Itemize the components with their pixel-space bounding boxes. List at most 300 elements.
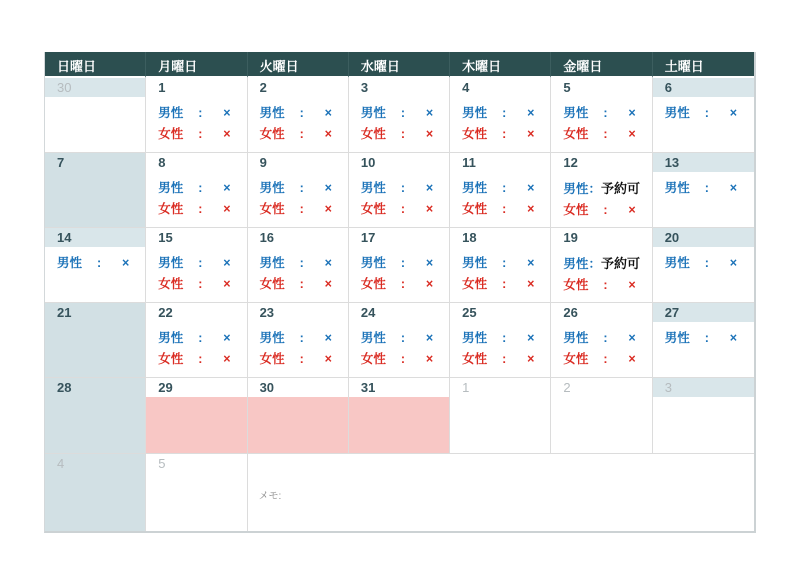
- colon-separator: :: [603, 127, 608, 141]
- day-cell[interactable]: [551, 378, 652, 454]
- day-number-band: [551, 78, 651, 97]
- male-status-line: [158, 178, 246, 199]
- status-value: ×: [324, 256, 332, 270]
- day-number: 9: [259, 155, 267, 170]
- weekday-header-cell: 日曜日: [45, 52, 146, 78]
- day-cell-body: [653, 397, 754, 453]
- female-status-line: [462, 274, 550, 295]
- day-cell-body: [551, 247, 651, 302]
- day-number-band: [551, 228, 651, 247]
- male-status-line: [260, 178, 348, 199]
- day-cell-body: [450, 172, 550, 227]
- day-number-band: [653, 78, 754, 97]
- day-cell-body: [349, 172, 449, 227]
- gender-label: 女性: [158, 202, 184, 216]
- male-status-line: [462, 178, 550, 199]
- status-value: ×: [223, 352, 231, 366]
- gender-label: 男性: [259, 181, 285, 195]
- female-status-line: [361, 349, 449, 370]
- day-number: 24: [360, 305, 376, 320]
- status-value: ×: [425, 127, 434, 141]
- day-cell-body: [450, 397, 550, 453]
- gender-label: 女性: [462, 277, 488, 291]
- day-number: 16: [259, 230, 275, 245]
- day-cell[interactable]: [653, 78, 754, 153]
- colon-separator: :: [603, 352, 608, 366]
- colon-separator: :: [502, 106, 507, 120]
- status-value: ×: [729, 181, 738, 195]
- day-cell[interactable]: [45, 78, 146, 153]
- day-number: 11: [462, 155, 476, 170]
- gender-label: 男性: [259, 256, 285, 270]
- day-number: 19: [563, 230, 578, 245]
- gender-label: 男性: [259, 331, 285, 345]
- female-status-line: [260, 349, 348, 370]
- day-number-band: [450, 78, 550, 97]
- status-value: ×: [527, 277, 535, 291]
- day-number-band: [653, 228, 754, 247]
- day-number-band: [450, 153, 550, 172]
- day-number: 4: [57, 456, 65, 471]
- day-cell[interactable]: [45, 378, 146, 454]
- status-value: ×: [527, 331, 535, 345]
- gender-label: 男性: [563, 106, 589, 120]
- status-value: ×: [425, 202, 434, 216]
- day-cell[interactable]: [248, 378, 349, 454]
- colon-separator: :: [502, 181, 507, 195]
- day-number-band: [248, 78, 348, 97]
- colon-separator: :: [299, 127, 304, 141]
- day-cell-body: [349, 97, 449, 152]
- gender-label: 女性: [259, 202, 285, 216]
- day-number: 10: [360, 155, 376, 170]
- status-value: ×: [223, 202, 231, 216]
- day-cell[interactable]: [551, 78, 652, 153]
- gender-label: 男性: [360, 181, 386, 195]
- gender-label: 男性: [664, 331, 690, 345]
- day-number-band: [146, 303, 246, 322]
- day-number-band: [45, 454, 145, 473]
- day-cell[interactable]: [146, 153, 247, 228]
- female-status-line: [563, 124, 651, 145]
- gender-label: 男性: [259, 106, 285, 120]
- colon-separator: :: [299, 256, 304, 270]
- gender-label: 男性: [360, 106, 386, 120]
- status-value: ×: [324, 127, 332, 141]
- day-cell-body: [146, 397, 246, 453]
- day-cell[interactable]: [551, 303, 652, 378]
- female-status-line: [260, 124, 348, 145]
- male-status-line: [563, 178, 651, 200]
- day-number: 1: [462, 380, 470, 395]
- day-cell[interactable]: [653, 378, 754, 454]
- gender-label: 男性: [462, 331, 488, 345]
- female-status-line: [158, 124, 246, 145]
- day-cell[interactable]: [450, 78, 551, 153]
- colon-separator: :: [603, 278, 608, 292]
- day-cell-body: [653, 322, 754, 377]
- day-cell[interactable]: [45, 303, 146, 378]
- gender-label: 女性: [462, 352, 488, 366]
- day-number: 12: [563, 155, 578, 170]
- gender-label: 女性: [158, 277, 184, 291]
- day-number: 22: [158, 305, 173, 320]
- status-value: 予約可: [600, 256, 640, 271]
- day-number-band: [450, 228, 550, 247]
- day-number-band: [450, 303, 550, 322]
- day-cell[interactable]: [450, 153, 551, 228]
- day-cell-body: [653, 247, 754, 302]
- day-cell-body: [45, 397, 145, 453]
- day-number-band: [450, 378, 550, 397]
- day-number: 30: [57, 80, 72, 95]
- gender-label: 女性: [259, 277, 285, 291]
- female-status-line: [361, 124, 449, 145]
- status-value: ×: [729, 256, 738, 270]
- colon-separator: :: [502, 352, 507, 366]
- colon-separator: :: [299, 352, 304, 366]
- day-cell[interactable]: [349, 228, 450, 303]
- day-number: 26: [563, 305, 578, 320]
- day-number: 4: [462, 80, 470, 95]
- colon-separator: :: [198, 331, 203, 345]
- colon-separator: :: [400, 256, 406, 270]
- day-number-band: [349, 303, 449, 322]
- status-value: ×: [324, 181, 332, 195]
- day-cell[interactable]: [248, 153, 349, 228]
- day-cell[interactable]: [450, 378, 551, 454]
- gender-label: 男性: [563, 257, 589, 271]
- status-value: ×: [527, 202, 535, 216]
- gender-label: 男性: [563, 182, 589, 196]
- day-number-band: [349, 153, 449, 172]
- status-value: ×: [223, 256, 231, 270]
- male-status-line: [665, 103, 754, 124]
- weekday-header-cell: 木曜日: [450, 52, 551, 78]
- day-number: 15: [158, 230, 173, 245]
- male-status-line: [462, 103, 550, 124]
- day-cell-body: [45, 172, 145, 227]
- day-cell[interactable]: [551, 153, 652, 228]
- weekday-header-cell: 土曜日: [653, 52, 754, 78]
- day-number: 13: [664, 155, 680, 170]
- day-cell-body: [248, 247, 348, 302]
- female-status-line: [260, 199, 348, 220]
- status-value: ×: [223, 331, 231, 345]
- day-number: 3: [360, 80, 369, 95]
- gender-label: 男性: [462, 256, 488, 270]
- status-value: ×: [729, 106, 738, 120]
- status-value: ×: [628, 278, 636, 292]
- day-cell-body: [551, 97, 651, 152]
- weekday-header-cell: 月曜日: [146, 52, 247, 78]
- day-cell[interactable]: [450, 228, 551, 303]
- colon-separator: :: [400, 127, 406, 141]
- male-status-line: [665, 253, 754, 274]
- gender-label: 女性: [360, 127, 386, 141]
- day-cell[interactable]: [349, 153, 450, 228]
- day-number: 20: [664, 230, 680, 245]
- male-status-line: [57, 253, 145, 274]
- day-number-band: [551, 378, 651, 397]
- day-number: 29: [158, 380, 173, 395]
- day-number-band: [349, 378, 449, 397]
- colon-separator: :: [400, 352, 406, 366]
- status-value: ×: [527, 106, 535, 120]
- day-number-band: [45, 378, 145, 397]
- gender-label: 男性: [57, 256, 83, 270]
- status-value: ×: [628, 352, 636, 366]
- female-status-line: [462, 199, 550, 220]
- day-cell-body: [146, 247, 246, 302]
- gender-label: 男性: [664, 256, 690, 270]
- day-number-band: [146, 228, 246, 247]
- gender-label: 女性: [563, 352, 589, 366]
- memo-label: メモ:: [258, 491, 282, 502]
- female-status-line: [361, 274, 449, 295]
- male-status-line: [361, 103, 449, 124]
- day-number: 1: [158, 80, 166, 95]
- day-number: 2: [563, 380, 571, 395]
- colon-separator: :: [299, 277, 304, 291]
- day-cell-body: [349, 247, 449, 302]
- day-cell[interactable]: [653, 153, 754, 228]
- weekday-header-cell: 火曜日: [248, 52, 349, 78]
- day-cell[interactable]: [248, 228, 349, 303]
- gender-label: 女性: [563, 127, 589, 141]
- day-cell-body: [349, 322, 449, 377]
- day-number-band: [146, 454, 246, 473]
- day-cell-body: [45, 97, 145, 152]
- day-number-band: [45, 228, 145, 247]
- day-number: 5: [563, 80, 571, 95]
- day-cell-body: [248, 97, 348, 152]
- day-cell[interactable]: [551, 228, 652, 303]
- status-value: ×: [628, 331, 636, 345]
- colon-separator: :: [198, 181, 203, 195]
- gender-label: 男性: [158, 331, 184, 345]
- day-number: 18: [462, 230, 477, 245]
- colon-separator: :: [400, 277, 406, 291]
- female-status-line: [563, 349, 651, 370]
- gender-label: 女性: [462, 202, 488, 216]
- day-cell[interactable]: [146, 78, 247, 153]
- colon-separator: :: [299, 181, 304, 195]
- gender-label: 女性: [563, 203, 589, 217]
- day-cell-body: [146, 172, 246, 227]
- gender-label: 男性: [158, 106, 184, 120]
- day-cell[interactable]: [349, 378, 450, 454]
- female-status-line: [462, 124, 550, 145]
- male-status-line: [563, 253, 651, 275]
- day-cell-body: [450, 322, 550, 377]
- colon-separator: :: [502, 127, 507, 141]
- male-status-line: [260, 103, 348, 124]
- gender-label: 男性: [664, 106, 690, 120]
- status-value: ×: [628, 127, 636, 141]
- day-number-band: [349, 228, 449, 247]
- colon-separator: :: [198, 277, 203, 291]
- colon-separator: :: [704, 106, 709, 120]
- colon-separator: :: [502, 331, 507, 345]
- colon-separator: :: [299, 106, 304, 120]
- day-cell-body: [248, 172, 348, 227]
- colon-separator: :: [603, 106, 608, 120]
- weekday-header-cell: 水曜日: [349, 52, 450, 78]
- female-status-line: [462, 349, 550, 370]
- day-cell-body: [45, 247, 145, 302]
- status-value: ×: [324, 106, 332, 120]
- colon-separator: :: [502, 202, 507, 216]
- day-cell-body: [146, 97, 246, 152]
- day-number: 28: [57, 380, 72, 395]
- day-cell-body: [551, 322, 651, 377]
- colon-separator: :: [198, 127, 203, 141]
- male-status-line: [563, 328, 651, 349]
- day-cell-body: [45, 473, 145, 531]
- colon-separator: :: [502, 277, 507, 291]
- day-cell[interactable]: [653, 228, 754, 303]
- status-value: ×: [527, 181, 535, 195]
- day-number: 25: [462, 305, 477, 320]
- day-number: 3: [664, 380, 672, 395]
- status-value: ×: [122, 256, 130, 270]
- day-number: 8: [158, 155, 166, 170]
- male-status-line: [158, 328, 246, 349]
- day-number-band: [653, 303, 754, 322]
- gender-label: 男性: [462, 181, 488, 195]
- male-status-line: [563, 103, 651, 124]
- female-status-line: [260, 274, 348, 295]
- day-cell-body: [551, 172, 651, 227]
- colon-separator: :: [400, 202, 406, 216]
- male-status-line: [361, 178, 449, 199]
- day-number-band: [349, 78, 449, 97]
- status-value: ×: [223, 106, 231, 120]
- day-cell[interactable]: [450, 303, 551, 378]
- day-cell-body: [450, 97, 550, 152]
- colon-separator: :: [603, 203, 608, 217]
- female-status-line: [158, 274, 246, 295]
- day-cell-body: [146, 322, 246, 377]
- status-value: ×: [628, 203, 636, 217]
- female-status-line: [563, 275, 651, 296]
- male-status-line: [665, 178, 754, 199]
- day-number-band: [146, 78, 246, 97]
- weekday-header-cell: 金曜日: [551, 52, 652, 78]
- day-cell[interactable]: [45, 454, 146, 531]
- status-value: ×: [324, 277, 332, 291]
- status-value: ×: [425, 352, 434, 366]
- status-value: 予約可: [600, 181, 640, 196]
- status-value: ×: [223, 181, 231, 195]
- day-cell[interactable]: [248, 78, 349, 153]
- gender-label: 女性: [360, 202, 386, 216]
- day-number: 6: [664, 80, 672, 95]
- colon-separator: :: [704, 181, 709, 195]
- colon-separator: :: [704, 331, 709, 345]
- day-number: 17: [360, 230, 376, 245]
- day-cell[interactable]: [146, 228, 247, 303]
- day-cell-body: [551, 397, 651, 453]
- male-status-line: [158, 103, 246, 124]
- day-cell[interactable]: [146, 378, 247, 454]
- male-status-line: [462, 328, 550, 349]
- colon-separator: :: [400, 331, 406, 345]
- status-value: ×: [223, 277, 231, 291]
- day-cell[interactable]: [146, 454, 247, 531]
- day-cell[interactable]: [45, 228, 146, 303]
- colon-separator: ：: [588, 257, 601, 271]
- day-number-band: [551, 303, 651, 322]
- day-number-band: [146, 378, 246, 397]
- female-status-line: [563, 200, 651, 221]
- day-cell-body: [653, 97, 754, 152]
- gender-label: 男性: [563, 331, 589, 345]
- status-value: ×: [425, 106, 434, 120]
- day-cell[interactable]: [349, 303, 450, 378]
- day-cell[interactable]: [653, 303, 754, 378]
- day-cell-body: [653, 172, 754, 227]
- day-number: 27: [664, 305, 680, 320]
- day-number: 23: [259, 305, 275, 320]
- memo-cell[interactable]: [248, 454, 754, 531]
- male-status-line: [361, 253, 449, 274]
- status-value: ×: [324, 202, 332, 216]
- day-number-band: [146, 153, 246, 172]
- day-cell-body: [450, 247, 550, 302]
- status-value: ×: [527, 127, 535, 141]
- gender-label: 女性: [259, 352, 285, 366]
- female-status-line: [158, 199, 246, 220]
- calendar-grid: [44, 52, 756, 533]
- status-value: ×: [425, 331, 434, 345]
- day-number: 5: [158, 456, 166, 471]
- day-number-band: [45, 78, 145, 97]
- female-status-line: [158, 349, 246, 370]
- male-status-line: [260, 253, 348, 274]
- status-value: ×: [729, 331, 738, 345]
- colon-separator: :: [502, 256, 507, 270]
- day-number: 21: [57, 305, 72, 320]
- colon-separator: :: [603, 331, 608, 345]
- status-value: ×: [628, 106, 636, 120]
- status-value: ×: [425, 277, 434, 291]
- male-status-line: [361, 328, 449, 349]
- day-cell-body: [349, 397, 449, 453]
- day-cell[interactable]: [349, 78, 450, 153]
- day-cell[interactable]: [146, 303, 247, 378]
- day-number: 14: [57, 230, 72, 245]
- day-cell[interactable]: [248, 303, 349, 378]
- status-value: ×: [527, 352, 535, 366]
- gender-label: 男性: [360, 256, 386, 270]
- day-number-band: [248, 378, 348, 397]
- day-cell[interactable]: [45, 153, 146, 228]
- colon-separator: :: [704, 256, 709, 270]
- colon-separator: ：: [588, 182, 601, 196]
- gender-label: 男性: [158, 181, 184, 195]
- day-number-band: [551, 153, 651, 172]
- gender-label: 男性: [664, 181, 690, 195]
- day-number: 7: [57, 155, 65, 170]
- day-number-band: [653, 378, 754, 397]
- day-number-band: [248, 228, 348, 247]
- gender-label: 男性: [462, 106, 488, 120]
- day-cell-body: [248, 322, 348, 377]
- gender-label: 女性: [462, 127, 488, 141]
- female-status-line: [361, 199, 449, 220]
